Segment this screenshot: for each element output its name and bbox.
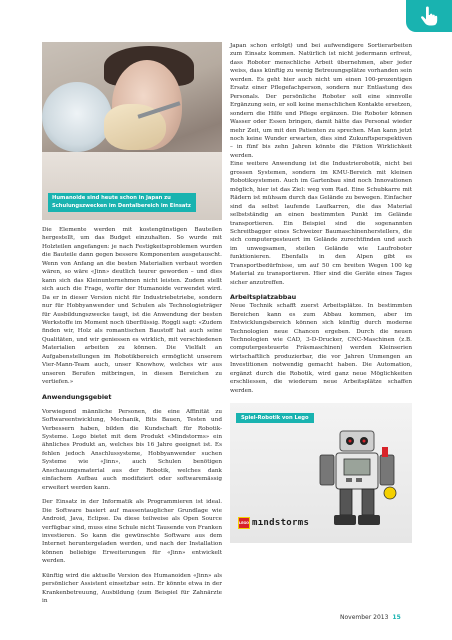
subhead-arbeitsplatzabbau: Arbeitsplatzabbau: [230, 293, 297, 302]
page-footer: [340, 614, 401, 621]
lego-mindstorms-logo: [238, 517, 309, 529]
page-number: 15: [392, 614, 401, 621]
lego-robot-illustration: [310, 423, 406, 533]
subhead-anwendungsgebiet: Anwendungsgebiet: [42, 392, 112, 401]
dental-humanoid-photo: [42, 42, 222, 220]
right-paragraph-1: Japan schon erfolgt) und bei aufwendigere Sortierarbeiten zum Einsatz kommen. Natürlich ist nicht jedermann erfreut, dass Roboter menschliche Arbeit übernehmen, aber jeder weiss, dass künftig zu wenig Betreuungsplätze vorhanden sein werden. Es geht hier auch nicht um einen 100-prozentigen Ersatz einer Pflegefachperson, sondern nur Entlastung des Personals. Der persönliche Roboter soll eine sinnvolle Ergänzung sein, er soll keine menschlichen Kontakte ersetzen, sondern die Hilfe und Pflege ergänzen. Die Roboter können Wasser oder Essen bringen, damit hätte das Personal wieder mehr Zeit, um mit den Patienten zu sprechen. Man kann jetzt noch keine Wunder erwarten, dies sind Zukunftsperspektiven – in fünf bis zehn Jahren könnte die Fiktion Wirklichkeit werden.: [230, 43, 412, 159]
page-corner-tab[interactable]: [406, 0, 452, 32]
lego-robot-image: [230, 403, 412, 543]
hand-pointer-icon: [420, 6, 438, 26]
right-paragraph-2: Eine weitere Anwendung ist die Industrierobotik, nicht bei grossen Systemen, sondern im KMU-Bereich mit kleinen Robotiksystemen. Auch im Gartenbau sind noch Innovationen möglich, hier ist das Ziel: weg vom Rad. Eine Schubkarre mit Rädern ist mühsam durch das Gelände zu bewegen. Einfacher sind da selbst laufende Laufkarren, die das Material selbstständig an einen bestimmten Punkt im Gelände transportieren. Ein Beispiel sind die sogenannten Schreitbagger eines Schweizer Baumaschinenherstellers, die sich computergesteuert im Gelände zurechtfinden und auch im unwegsamen, steilen Gelände wie Laufroboter funktionieren. Ebenfalls in den Alpen gibt es Transportbedürfnisse, um auf 50 cm breiten Wegen 100 kg Material zu transportieren. Hier sind die Geräte eines Tages sicher anzutreffen.: [230, 161, 412, 286]
left-paragraph-4: Künftig wird die aktuelle Version des Humanoiden «Jinn» als persönlicher Assistent einsetzbar sein. Er könnte etwa in der Krankenbetreuung, Ausbildung (zum Beispiel für Zahnärzte in: [42, 572, 222, 605]
left-column: [42, 42, 222, 606]
right-paragraph-3: Neue Technik schafft zuerst Arbeitsplätze. In bestimmten Bereichen kann es zum Abbau kommen, aber im Entwicklungsbereich können sich künftig durch moderne Technologien neue Chancen ergeben. Durch die neuen Technologien wie CAD, 3-D-Drucker, CNC-Maschinen (z.B. computergesteuerte Fräsmaschinen) werden Kleinserien wirtschaftlich produzierbar, die vor Jahren Unmengen an Investitionen notwendig gemacht haben. Die Automation, ergänzt durch die Robotik, wird ganz neue Möglichkeiten erschliessen, die wiederum neue Arbeitsplätze schaffen werden.: [230, 303, 412, 394]
left-paragraph-1: Die Elemente werden mit kostengünstigen Bauteilen hergestellt, um das Budget einzuhalten. So wurde mit Holzteilen angefangen: je nach Festigkeitsproblemen wurden die Bauteile dann gegen bessere Komponenten ausgetauscht. Wenn von Anfang an die besten Materialien verbaut worden wären, so wäre «Jinn» deutlich teurer geworden – und dies kann sich das Kleinunternehmen nicht leisten. Zudem stellt sich auch die Frage, wofür der Humanoide verwendet wird. Da er in dieser Version nicht für Industriebetriebe, sondern nur für Hobbyanwender und Schulen als Technologieträger für Ausbildungszwecke taugt, ist die Anwendung der besten Werkstoffe im Moment noch überflüssig. Roggli sagt: «Zudem finden wir, Holz als romantischen Baustoff hat auch seine Qualitäten, und wir geniessen es wirklich, mit verschiedenen Materialien arbeiten zu können. Die Vielfalt an Aufgabenstellungen im Robotikbereich ermöglicht unserem Vier-Mann-Team auch, unser Knowhow, welches wir aus unseren Berufen mitbringen, in diesen Bereichen zu vertiefen.»: [42, 227, 222, 386]
photo-caption: Humanoide sind heute schon in Japan zu Schulungszwecken im Dentalbereich im Einsatz: [48, 193, 196, 212]
lego-caption: Spiel-Robotik von Lego: [236, 413, 314, 423]
lego-badge: LEGO: [238, 517, 250, 529]
left-paragraph-3: Der Einsatz in der Informatik als Programmieren ist ideal. Die Software basiert auf massentauglicher Grundlage wie Android, Java, Eclipse. Da diese teilweise als Open Source verfügbar sind, muss eine Schule nicht Tausende von Franken investieren. So kann die gewünschte Software aus dem Internet heruntergeladen werden, und nach der Installation können beliebige Erweiterungen für «Jinn» entwickelt werden.: [42, 499, 222, 565]
footer-date: November 2013: [340, 614, 389, 621]
right-column: [230, 42, 412, 543]
mindstorms-wordmark: mındstorms: [252, 518, 310, 529]
left-paragraph-2: Vorwiegend männliche Personen, die eine Affinität zu Softwareentwicklung, Mechanik, Bits Bauen, Testen und Verbessern haben, bilden die Kundschaft für Robotik-Systeme. Lego bietet mit dem Produkt «Mindstorms» ein ähnliches Produkt an, welches bis 16 Jahre geeignet ist. Es fehlen jedoch Anschlussysteme, Hobbyanwender suchen Systeme wie «Jinn», auch Schulen benötigen Anschauungsmaterial aus der Robotik, welches dank einfachem Aufbau auch modifiziert oder softwaremässig erweitert werden kann.: [42, 408, 222, 491]
